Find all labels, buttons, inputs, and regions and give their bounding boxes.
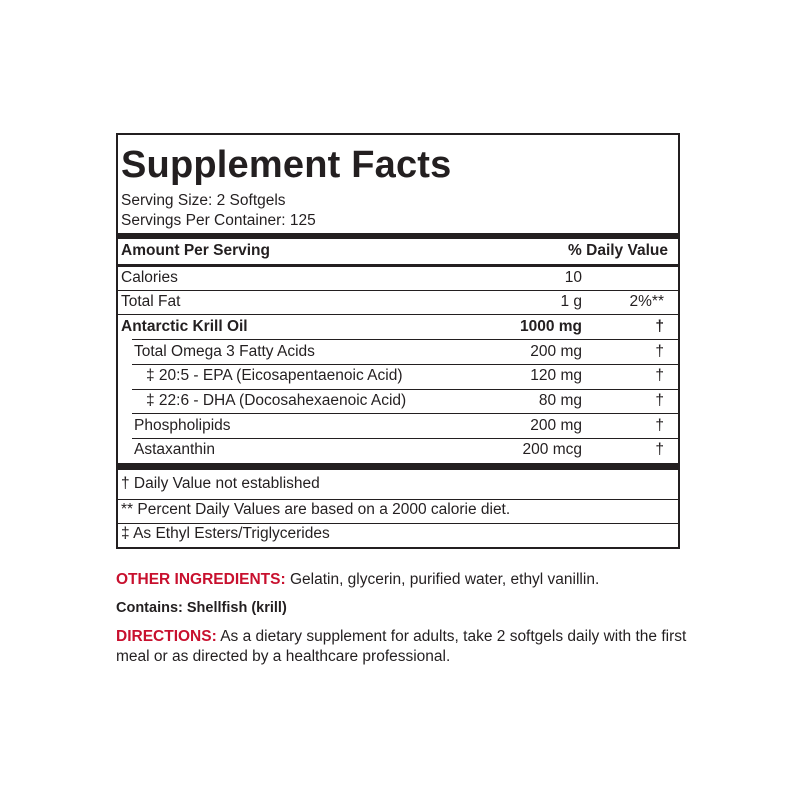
nutrient-row-phospholipids — [118, 414, 678, 438]
footnote-dagger: † Daily Value not established — [121, 475, 320, 492]
footnote-double-dagger: ‡ As Ethyl Esters/Triglycerides — [121, 525, 330, 542]
nutrient-amount: 200 mg — [530, 417, 582, 434]
header-dv-label: % Daily Value — [568, 242, 668, 259]
directions-text: As a dietary supplement for adults, take 2 softgels daily with the first meal or as directed by a healthcare professional. — [116, 628, 687, 665]
footnote-divider — [118, 523, 678, 524]
other-ingredients — [116, 570, 599, 590]
nutrient-dv: † — [655, 318, 664, 335]
nutrient-row-krill-oil — [118, 315, 678, 339]
header-row — [118, 239, 678, 263]
nutrient-row-calories — [118, 266, 678, 290]
nutrient-row-omega3 — [118, 340, 678, 364]
nutrient-amount: 80 mg — [538, 392, 582, 409]
serving-size: Serving Size: 2 Softgels — [121, 192, 286, 209]
nutrient-dv: † — [655, 417, 664, 434]
directions-label: DIRECTIONS: — [116, 628, 217, 645]
nutrient-name: Total Omega 3 Fatty Acids — [134, 343, 315, 360]
thick-divider — [118, 463, 678, 470]
nutrient-name: Calories — [121, 269, 178, 286]
directions — [116, 627, 688, 667]
nutrient-dv: † — [655, 367, 664, 384]
nutrient-name: ‡ 22:6 - DHA (Docosahexaenoic Acid) — [146, 392, 407, 409]
nutrient-name: Total Fat — [121, 293, 181, 310]
other-ingredients-label: OTHER INGREDIENTS: — [116, 571, 286, 588]
nutrient-amount: 200 mg — [530, 343, 582, 360]
nutrient-name: ‡ 20:5 - EPA (Eicosapentaenoic Acid) — [146, 367, 403, 384]
panel-title: Supplement Facts — [121, 144, 452, 186]
nutrient-row-epa — [118, 364, 678, 388]
supplement-facts-panel — [116, 133, 680, 549]
footnote-percent-dv: ** Percent Daily Values are based on a 2000 calorie diet. — [121, 501, 511, 518]
nutrient-row-dha — [118, 389, 678, 413]
nutrient-dv: † — [655, 343, 664, 360]
servings-per-container: Servings Per Container: 125 — [121, 212, 316, 229]
nutrient-name: Antarctic Krill Oil — [121, 318, 248, 335]
nutrient-dv: † — [655, 441, 664, 458]
nutrient-name: Astaxanthin — [134, 441, 215, 458]
nutrient-amount: 1 g — [560, 293, 582, 310]
nutrient-dv: 2%** — [629, 293, 664, 310]
contains-allergen: Contains: Shellfish (krill) — [116, 600, 287, 616]
nutrient-amount: 120 mg — [530, 367, 582, 384]
nutrient-amount: 200 mcg — [522, 441, 582, 458]
footnote-divider — [118, 499, 678, 500]
nutrient-row-astaxanthin — [118, 438, 678, 462]
nutrient-amount: 1000 mg — [519, 318, 582, 335]
nutrient-amount: 10 — [564, 269, 582, 286]
other-ingredients-text: Gelatin, glycerin, purified water, ethyl vanillin. — [285, 571, 600, 588]
nutrient-name: Phospholipids — [134, 417, 231, 434]
header-amount-label: Amount Per Serving — [121, 242, 270, 259]
nutrient-dv: † — [655, 392, 664, 409]
nutrient-row-total-fat — [118, 290, 678, 314]
